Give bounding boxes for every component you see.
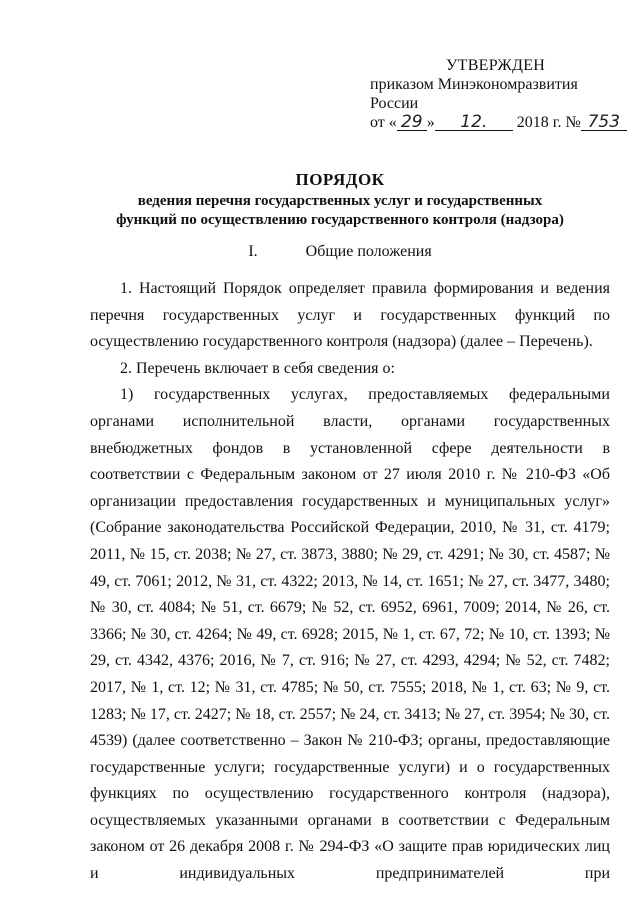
paragraph-2: 2. Перечень включает в себя сведения о: bbox=[120, 359, 395, 377]
paragraph-1: 1. Настоящий Порядок определяет правила формирования и ведения перечня государственных услуг и государственных функций по осуществлению государственного контроля (надзора) (далее – Перечень). bbox=[90, 280, 610, 351]
order-date-line bbox=[370, 113, 630, 132]
paragraph-3: 1) государственных услугах, предоставляемых федеральными органами исполнительной власти, органами государственных внебюджетных фондов в установленной сфере деятельности в соответствии с Федеральным законом от 27 июля 2010 г. № 210-ФЗ «Об организации предоставления государственных и муниципальных услуг» (Собрание законодательства Российской Федерации, 2010, № 31, ст. 4179; 2011, № 15, ст. 2038; № 27, ст. 3873, 3880; № 29, ст. 4291; № 30, ст. 4587; № 49, ст. 7061; 2012, № 31, ст. 4322; 2013, № 14, ст. 1651; № 27, ст. 3477, 3480; № 30, ст. 4084; № 51, ст. 6679; № 52, ст. 6952, 6961, 7009; 2014, № 26, ст. 3366; № 30, ст. 4264; № 49, ст. 6928; 2015, № 1, ст. 67, 72; № 10, ст. 1393; № 29, ст. 4342, 4376; 2016, № 7, ст. 916; № 27, ст. 4293, 4294; № 52, ст. 7482; 2017, № 1, ст. 12; № 31, ст. 4785; № 50, ст. 7555; 2018, № 1, ст. 63; № 9, ст. 1283; № 17, ст. 2427; № 18, ст. 2557; № 24, ст. 3413; № 27, ст. 3954; № 30, ст. 4539) (далее соответственно – Закон № 210-ФЗ; органы, предоставляющие государственные услуги; государственные услуги) и о государственных функциях по осуществлению государственного контроля (надзора), осуществляемых указанными органами в соответствии с Федеральным законом от 26 декабря 2008 г. № 294-ФЗ «О защите прав юридических лиц и индивидуальных предпринимателей при bbox=[90, 386, 610, 883]
date-prefix: от « bbox=[370, 114, 397, 131]
section-heading bbox=[60, 243, 620, 261]
handwritten-day: 29 bbox=[397, 115, 427, 131]
document-subtitle bbox=[60, 192, 620, 230]
approval-block bbox=[370, 56, 630, 132]
subtitle-line-1: ведения перечня государственных услуг и государственных bbox=[137, 193, 543, 209]
section-number: I. bbox=[248, 243, 258, 260]
handwritten-month: 12. bbox=[435, 115, 513, 131]
approved-title: УТВЕРЖДЕН bbox=[446, 57, 546, 74]
handwritten-order-number: 753 bbox=[581, 115, 627, 131]
date-year: 2018 г. № bbox=[516, 114, 581, 131]
section-title: Общие положения bbox=[305, 243, 432, 260]
document-title: ПОРЯДОК bbox=[295, 170, 385, 189]
date-mid: » bbox=[426, 114, 435, 131]
body-text bbox=[90, 276, 610, 888]
order-line: приказом Минэкономразвития России bbox=[370, 76, 578, 112]
subtitle-line-2: функций по осуществлению государственного контроля (надзора) bbox=[116, 212, 564, 228]
